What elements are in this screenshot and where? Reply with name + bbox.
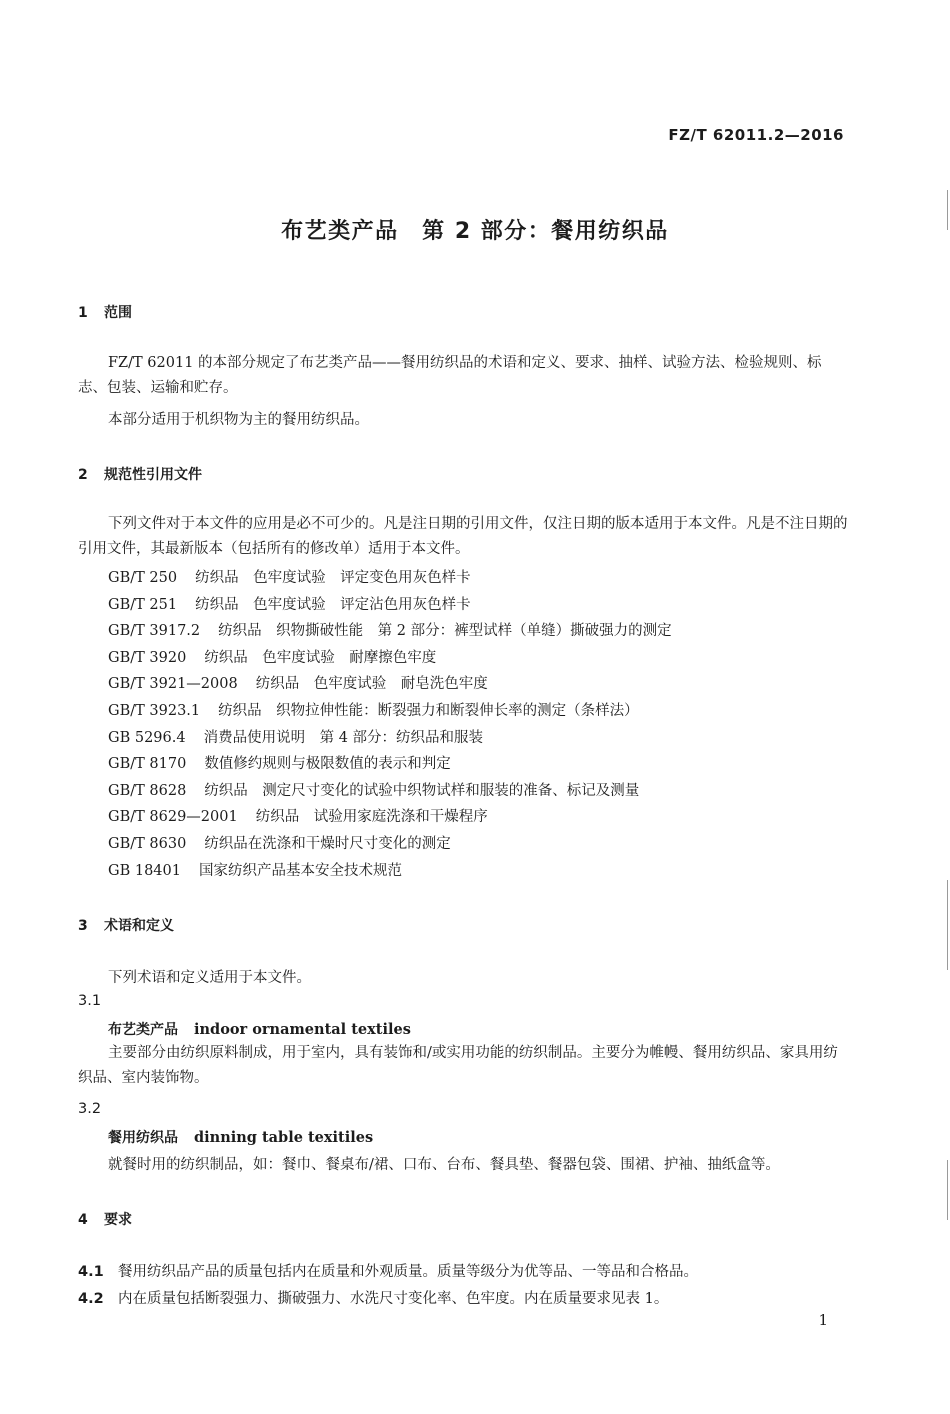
reference-item [108,592,672,619]
section-title: 术语和定义 [104,918,174,934]
reference-code: GB/T 3923.1 [108,702,201,719]
section-number: 2 [78,467,88,483]
section-heading-terms [78,915,174,935]
reference-item [108,804,672,831]
scan-edge-mark [947,880,948,970]
clause-number: 3.2 [78,1101,102,1117]
reference-code: GB 5296.4 [108,729,186,746]
term-entry [108,1019,411,1039]
reference-title: 纺织品 色牢度试验 耐皂洗色牢度 [255,676,488,693]
reference-code: GB/T 250 [108,570,178,586]
reference-item [108,698,672,725]
clause-number: 3.1 [78,993,102,1009]
reference-code: GB/T 8170 [108,756,187,773]
scope-paragraph-1: FZ/T 62011 的本部分规定了布艺类产品——餐用纺织品的术语和定义、要求、抽样、试验方法、检验规则、标志、包装、运输和贮存。 [78,355,822,396]
reference-title: 纺织品 色牢度试验 评定沾色用灰色样卡 [195,596,471,613]
reference-item [108,645,672,672]
page-number: 1 [818,1311,828,1329]
reference-item [108,831,672,858]
reference-item [108,618,672,645]
term-english: dinning table texitiles [194,1129,374,1146]
reference-title: 纺织品 试验用家庭洗涤和干燥程序 [255,809,488,826]
section-heading-requirements [78,1209,132,1229]
terms-intro: 下列术语和定义适用于本文件。 [108,970,311,986]
reference-item [108,751,672,778]
clause-text: 餐用纺织品产品的质量包括内在质量和外观质量。质量等级分为优等品、一等品和合格品。 [118,1264,698,1280]
section-number: 3 [78,918,88,934]
normative-intro: 下列文件对于本文件的应用是必不可少的。凡是注日期的引用文件，仅注日期的版本适用于本文件。凡是不注日期的引用文件，其最新版本（包括所有的修改单）适用于本文件。 [78,516,848,557]
term-chinese: 餐用纺织品 [108,1130,178,1146]
reference-item [108,725,672,752]
reference-code: GB/T 8630 [108,835,187,852]
requirement-clause [78,1287,668,1308]
reference-code: GB/T 251 [108,596,178,613]
section-title: 范围 [104,305,132,321]
reference-code: GB/T 8628 [108,782,187,799]
term-definition: 主要部分由纺织原料制成，用于室内，具有装饰和/或实用功能的纺织制品。主要分为帷幔、餐用纺织品、家具用纺织品、室内装饰物。 [78,1045,838,1086]
document-title: 布艺类产品 第 2 部分：餐用纺织品 [281,219,669,244]
section-number: 4 [78,1212,88,1228]
reference-title: 纺织品 色牢度试验 评定变色用灰色样卡 [195,570,471,586]
clause-text: 内在质量包括断裂强力、撕破强力、水洗尺寸变化率、色牢度。内在质量要求见表 1。 [118,1291,669,1307]
requirement-clause [78,1260,698,1281]
reference-code: GB/T 3917.2 [108,623,201,640]
reference-item [108,858,672,885]
term-chinese: 布艺类产品 [108,1022,178,1038]
reference-title: 纺织品 织物拉伸性能：断裂强力和断裂伸长率的测定（条样法） [218,702,639,719]
reference-list [108,565,672,884]
clause-number: 4.2 [78,1291,104,1307]
reference-code: GB/T 3921—2008 [108,676,238,693]
section-title: 要求 [104,1212,132,1228]
reference-title: 纺织品在洗涤和干燥时尺寸变化的测定 [204,835,451,852]
section-heading-scope [78,302,132,322]
reference-title: 数值修约规则与极限数值的表示和判定 [204,756,451,773]
scope-paragraph-2: 本部分适用于机织物为主的餐用纺织品。 [108,412,369,428]
section-heading-normative-references [78,464,202,484]
section-title: 规范性引用文件 [104,467,202,483]
reference-item [108,671,672,698]
reference-title: 纺织品 测定尺寸变化的试验中织物试样和服装的准备、标记及测量 [204,782,640,799]
scan-edge-mark [947,190,948,230]
reference-title: 纺织品 色牢度试验 耐摩擦色牢度 [204,649,437,666]
reference-code: GB 18401 [108,862,181,879]
term-definition: 就餐时用的纺织制品，如：餐巾、餐桌布/裙、口布、台布、餐具垫、餐器包袋、围裙、护袖、抽纸盒等。 [108,1157,780,1173]
clause-number: 4.1 [78,1264,104,1280]
reference-title: 纺织品 织物撕破性能 第 2 部分：裤型试样（单缝）撕破强力的测定 [218,623,672,640]
term-entry [108,1127,373,1147]
reference-title: 国家纺织产品基本安全技术规范 [198,862,402,879]
section-number: 1 [78,305,88,321]
reference-code: GB/T 3920 [108,649,187,666]
reference-title: 消费品使用说明 第 4 部分：纺织品和服装 [203,729,484,746]
reference-item [108,565,672,592]
scan-edge-mark [947,1160,948,1220]
reference-code: GB/T 8629—2001 [108,809,238,826]
reference-item [108,778,672,805]
standard-code: FZ/T 62011.2—2016 [668,126,844,144]
term-english: indoor ornamental textiles [194,1021,411,1038]
